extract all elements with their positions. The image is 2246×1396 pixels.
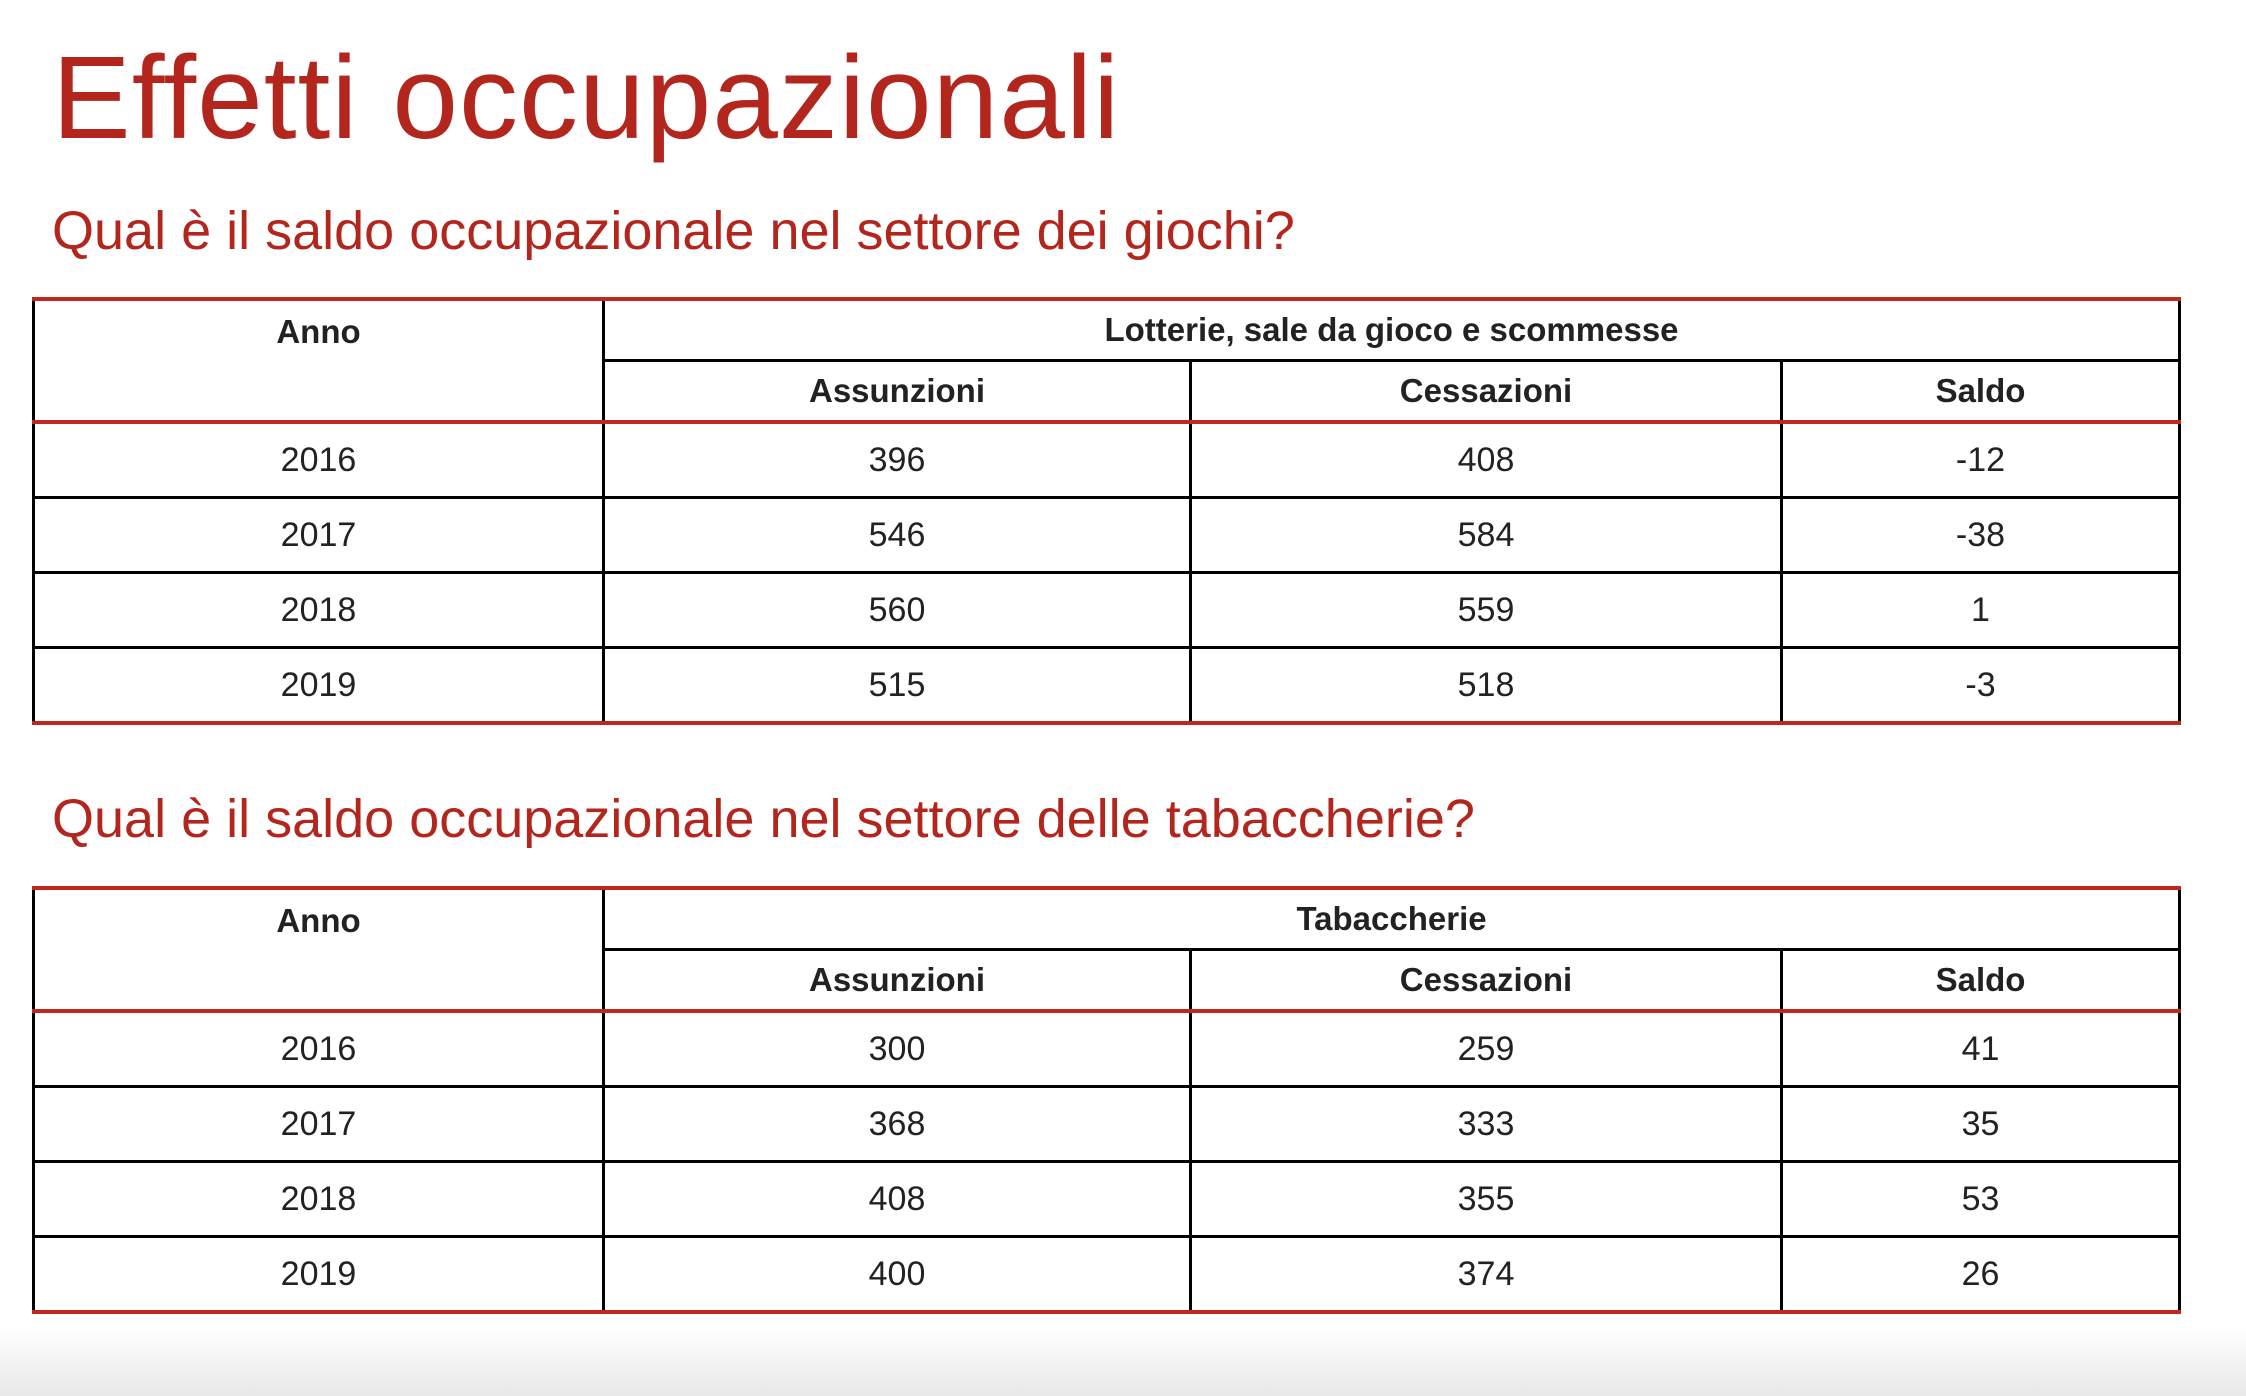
cell-cessazioni: 333 <box>1191 1087 1782 1162</box>
table-giochi <box>32 297 2181 725</box>
cell-cessazioni: 355 <box>1191 1162 1782 1237</box>
table-row <box>34 1162 2180 1237</box>
cell-cessazioni: 584 <box>1191 498 1782 573</box>
cell-anno: 2016 <box>34 422 604 498</box>
cell-anno: 2018 <box>34 573 604 648</box>
header-group: Tabaccherie <box>604 888 2180 950</box>
cell-saldo: 26 <box>1782 1237 2180 1313</box>
cell-assunzioni: 546 <box>604 498 1191 573</box>
table-row <box>34 498 2180 573</box>
cell-cessazioni: 374 <box>1191 1237 1782 1313</box>
cell-assunzioni: 368 <box>604 1087 1191 1162</box>
cell-saldo: 35 <box>1782 1087 2180 1162</box>
header-anno: Anno <box>34 299 604 422</box>
header-saldo: Saldo <box>1782 950 2180 1012</box>
cell-assunzioni: 408 <box>604 1162 1191 1237</box>
header-saldo: Saldo <box>1782 361 2180 423</box>
cell-cessazioni: 259 <box>1191 1011 1782 1087</box>
cell-assunzioni: 515 <box>604 648 1191 724</box>
header-assunzioni: Assunzioni <box>604 361 1191 423</box>
cell-saldo: -3 <box>1782 648 2180 724</box>
cell-saldo: 1 <box>1782 573 2180 648</box>
header-cessazioni: Cessazioni <box>1191 361 1782 423</box>
cell-cessazioni: 518 <box>1191 648 1782 724</box>
cell-cessazioni: 408 <box>1191 422 1782 498</box>
cell-saldo: -38 <box>1782 498 2180 573</box>
cell-anno: 2019 <box>34 648 604 724</box>
cell-assunzioni: 400 <box>604 1237 1191 1313</box>
cell-cessazioni: 559 <box>1191 573 1782 648</box>
cell-saldo: -12 <box>1782 422 2180 498</box>
cell-anno: 2017 <box>34 1087 604 1162</box>
page-title: Effetti occupazionali <box>52 32 1121 164</box>
cell-assunzioni: 560 <box>604 573 1191 648</box>
table-row <box>34 1087 2180 1162</box>
table-row <box>34 573 2180 648</box>
section-question-tabaccherie: Qual è il saldo occupazionale nel settore delle tabaccherie? <box>52 789 1475 849</box>
table-row <box>34 1237 2180 1313</box>
table-row <box>34 648 2180 724</box>
cell-assunzioni: 300 <box>604 1011 1191 1087</box>
section-question-giochi: Qual è il saldo occupazionale nel settore dei giochi? <box>52 201 1295 261</box>
header-group: Lotterie, sale da gioco e scommesse <box>604 299 2180 361</box>
table-row <box>34 422 2180 498</box>
cell-anno: 2016 <box>34 1011 604 1087</box>
header-cessazioni: Cessazioni <box>1191 950 1782 1012</box>
cell-anno: 2019 <box>34 1237 604 1313</box>
header-anno: Anno <box>34 888 604 1011</box>
header-assunzioni: Assunzioni <box>604 950 1191 1012</box>
cell-saldo: 53 <box>1782 1162 2180 1237</box>
cell-saldo: 41 <box>1782 1011 2180 1087</box>
cell-assunzioni: 396 <box>604 422 1191 498</box>
cell-anno: 2017 <box>34 498 604 573</box>
cell-anno: 2018 <box>34 1162 604 1237</box>
table-tabaccherie <box>32 886 2181 1314</box>
table-row <box>34 1011 2180 1087</box>
bottom-shadow <box>0 1326 2246 1396</box>
